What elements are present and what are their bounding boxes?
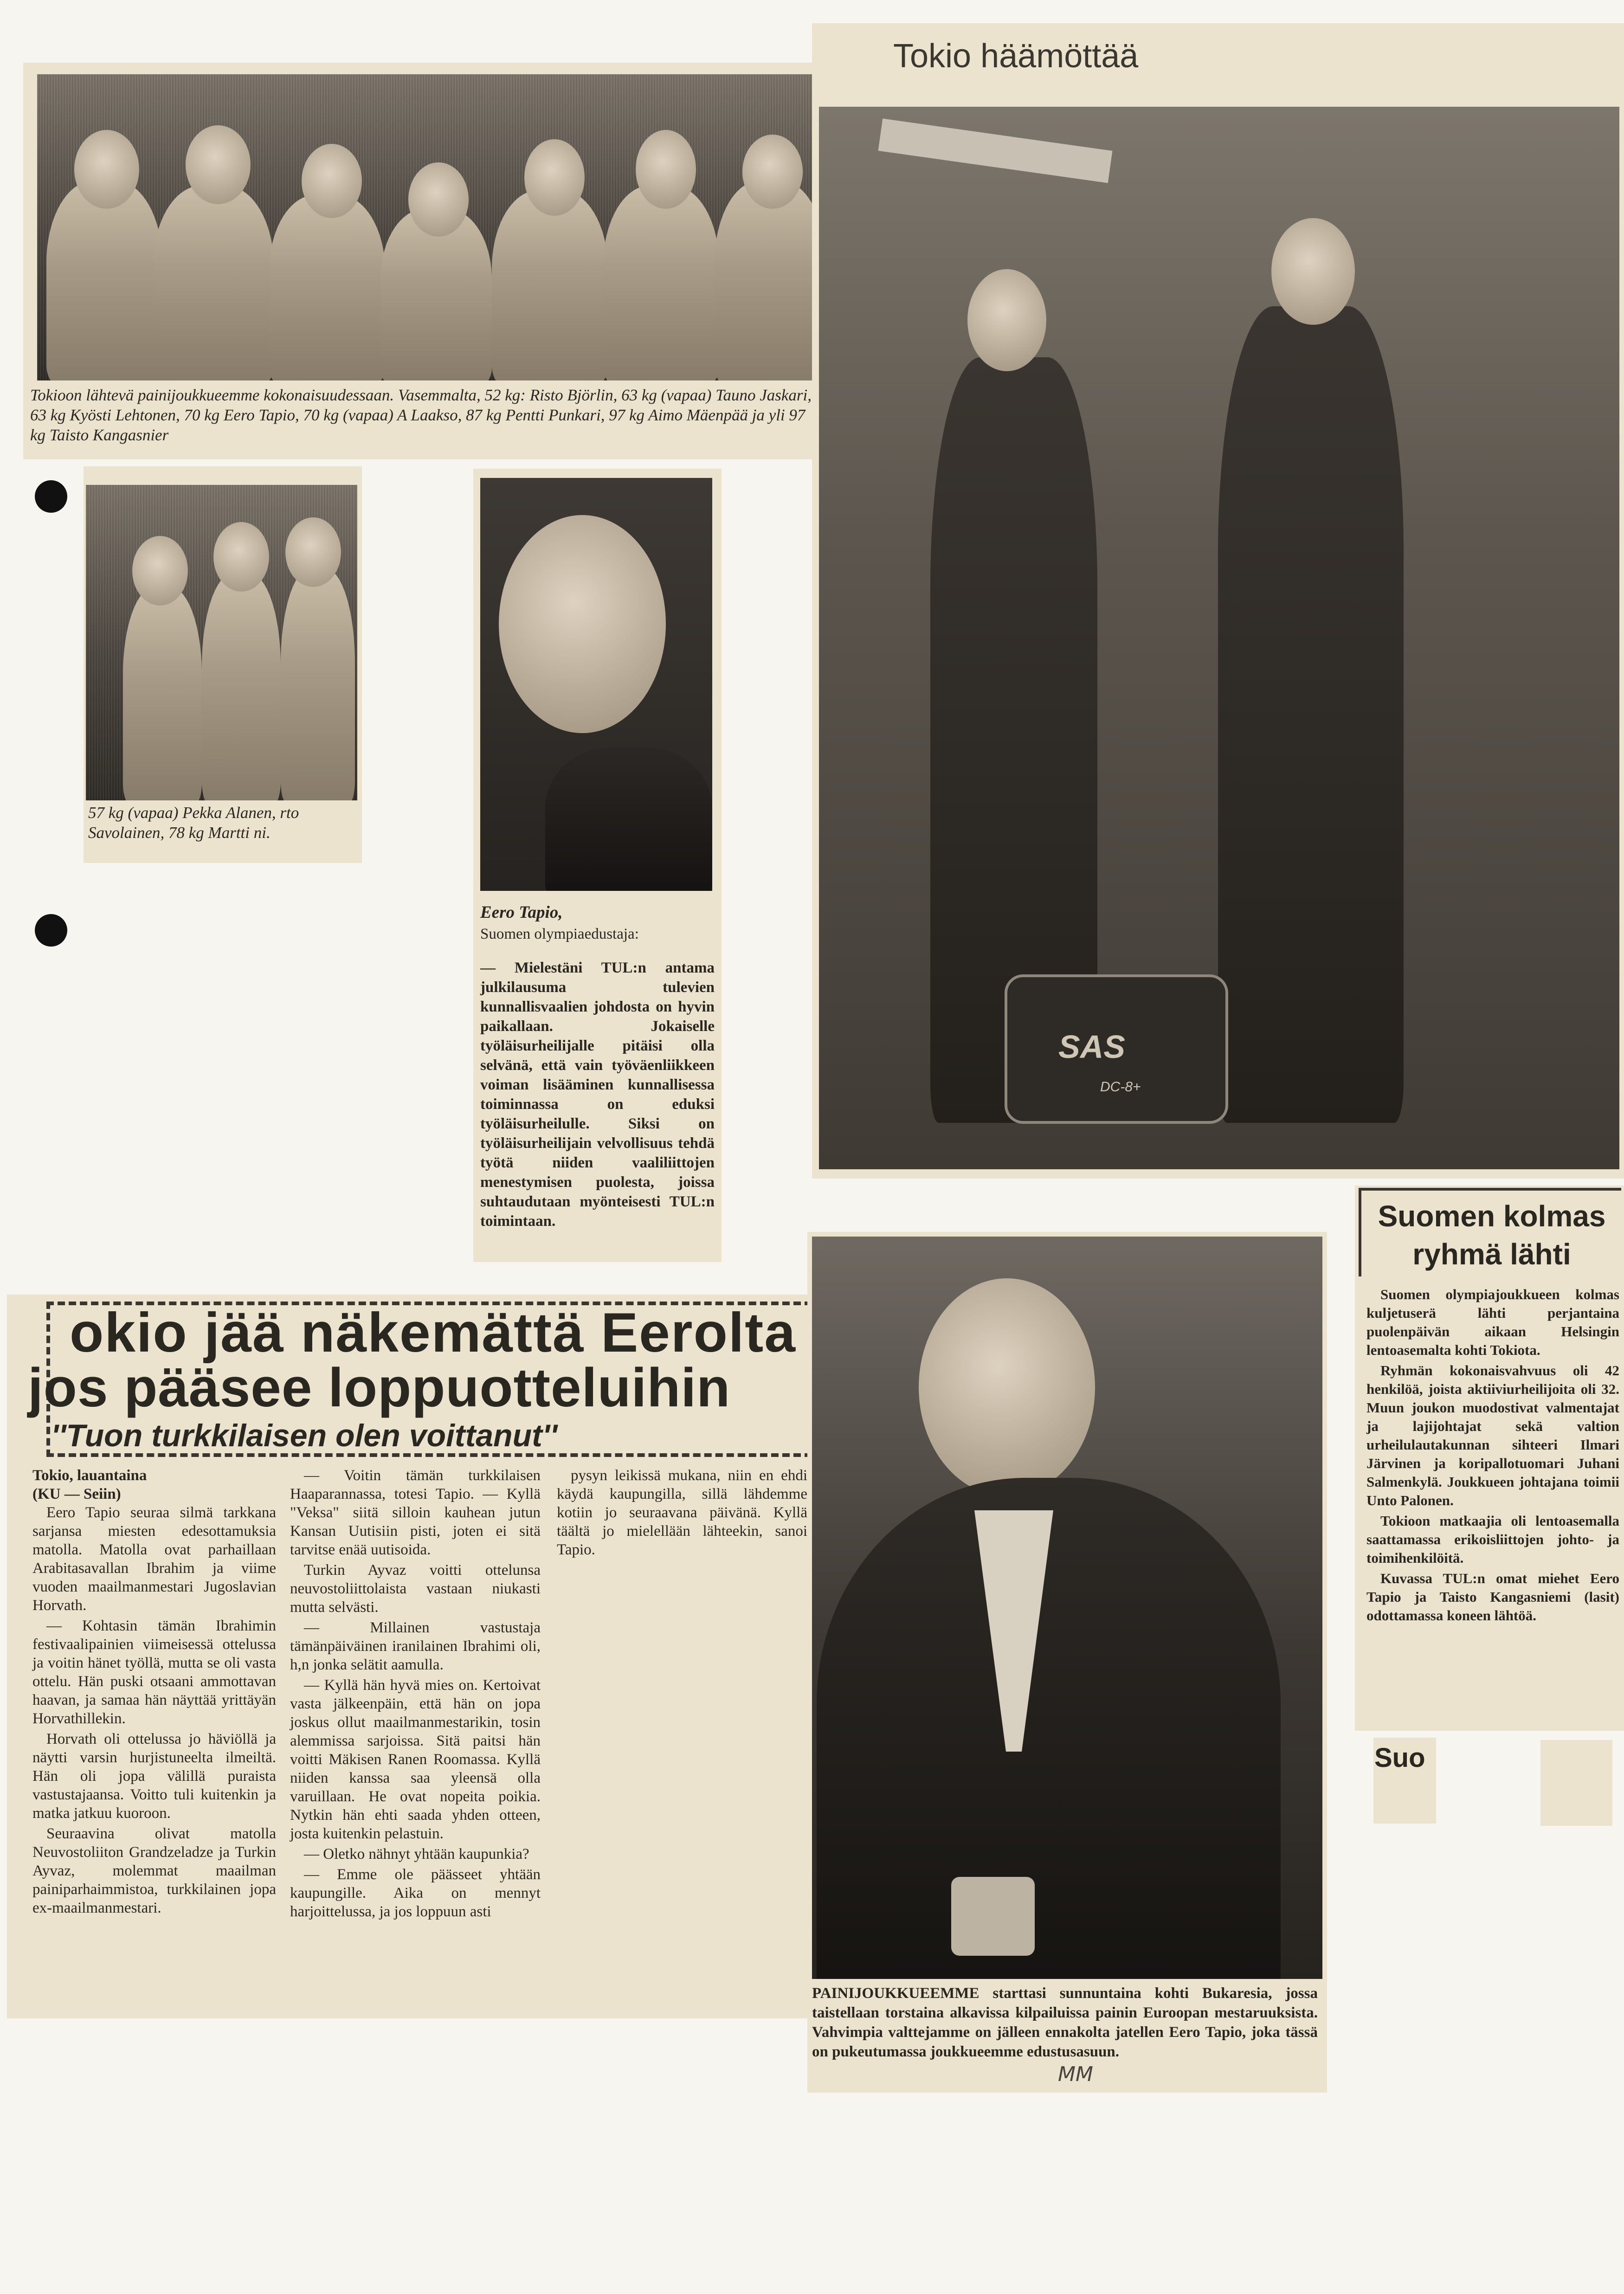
article-para: Horvath oli ottelussa jo häviöllä ja näytti varsin hurjistuneelta ilmeiltä. Hän oli jopa välillä puraista vastustajaansa. Voitto tuli kuitenkin ja matka jatkuu kuoroon. <box>32 1731 276 1822</box>
team-photo-clipping <box>23 63 819 459</box>
subheadline: ''Tuon turkkilaisen olen voittanut'' <box>51 1418 558 1453</box>
third-group-clipping <box>1355 1186 1624 1731</box>
headline-line-1: okio jää näkemättä Eerolta <box>70 1302 796 1364</box>
third-group-para: Ryhmän kokonaisvahvuus oli 42 henkilöä, joista aktiiviurheilijoita oli 32. Muun joukon muodostivat valmentajat ja lajijohtajat sekä valtion urheilulautakunnan sihteeri Ilmari Järvinen ja koripallotuomari Juhani Salmenkylä. Joukkueen johtajana toimii Unto Palonen. <box>1366 1362 1619 1508</box>
wrestler-photo-clipping <box>807 1232 1327 2093</box>
insignia <box>951 1877 1035 1956</box>
man-right <box>1218 306 1404 1123</box>
wrestler-photo-caption: PAINIJOUKKUEEMME starttasi sunnuntaina kohti Bukaresia, jossa taistellaan torstaina alkavissa kilpailuissa painin Euroopan mestaruuksista. Vahvimpia valttejamme on jälleen ennakolta jatellen Eero Tapio, joka tässä on pukeutumassa joukkueemme edustusasuun. <box>812 1985 1318 2060</box>
scrap-fragment-1: Suo <box>1373 1738 1436 1824</box>
third-group-body <box>1366 1285 1619 1627</box>
article-column-3 <box>557 1466 807 1561</box>
third-group-headline: Suomen kolmas ryhmä lähti <box>1378 1199 1606 1271</box>
third-group-para: Tokioon matkaajia oli lentoasemalla saattamassa erikoisliittojen johto- ja toimihenkilöitä. <box>1366 1513 1619 1566</box>
third-group-para: Kuvassa TUL:n omat miehet Eero Tapio ja Taisto Kangasniemi (lasit) odottamassa koneen lähtöä. <box>1366 1570 1619 1624</box>
wrestler-photo <box>812 1237 1322 1979</box>
article-para: — Oletko nähnyt yhtään kaupunkia? <box>304 1846 529 1862</box>
sas-bag: SAS DC-8+ <box>1005 974 1228 1124</box>
punch-hole-middle <box>35 914 67 947</box>
team-photo-continuation <box>86 485 357 800</box>
handwritten-note: MM <box>1058 2062 1093 2086</box>
tapio-quote-text: — Mielestäni TUL:n antama julkilausuma tulevien kunnallisvaalien johdosta on hyvin paikallaan. Jokaiselle työläisurheilijalle pitäisi olla selvänä, että vain työväenliikkeen voiman lisääminen kunnallisessa toiminnassa on eduksi työläisurheilulle. Siksi on työläisurheilijain velvollisuus tehdä työtä niiden vaaliliittojen menestymisen puolesta, joissa suhtaudutaan myönteisesti TUL:n toimintaan. <box>480 960 715 1230</box>
tapio-portrait <box>480 478 712 891</box>
scrap-fragment-2 <box>1540 1740 1612 1826</box>
article-para: — Voitin tämän turkkilaisen Haaparannassa, totesi Tapio. — Kyllä "Veksa" siitä silloin kauhean jutun Kansan Uutisiin pisti, joten ei sitä tarvitse enää uutisoida. <box>290 1467 541 1558</box>
article-para: — Kyllä hän hyvä mies on. Kertoivat vasta jälkeenpäin, että hän on jopa joskus ollut maailmanmestarikin, tosin alemmissa sarjoissa. Sitä paitsi hän voitti Mäkisen Ranen Roomassa. Kyllä niiden kanssa saa yleensä olla varuillaan. He ovat nopeita poikia. Nytkin hän ehti saada yhden otteen, josta kuitenkin pelastuin. <box>290 1677 541 1842</box>
article-para: Seuraavina olivat matolla Neuvostoliiton Grandzeladze ja Turkin Ayvaz, molemmat maailman painiparhaimmistoa, turkkilainen jopa ex-maailmanmestari. <box>32 1825 276 1916</box>
dateline: Tokio, lauantaina <box>32 1467 147 1484</box>
tapio-quote-clipping <box>473 469 722 1262</box>
tokio-photo-title: Tokio häämöttää <box>893 38 1139 75</box>
article-para: Turkin Ayvaz voitti ottelunsa neuvostoliittolaista vastaan niukasti mutta selvästi. <box>290 1562 541 1616</box>
article-para: — Emme ole päässeet yhtään kaupungille. Aika on mennyt harjoittelussa, ja jos loppuun asti <box>290 1866 541 1920</box>
tokio-photo-clipping <box>812 23 1624 1179</box>
team-photo-caption: Tokioon lähtevä painijoukkueemme kokonaisuudessaan. Vasemmalta, 52 kg: Risto Björlin, 63 kg (vapaa) Tauno Jaskari, 63 kg Kyösti Lehtonen, 70 kg Eero Tapio, 70 kg (vapaa) A Laakso, 87 kg Pentti Punkari, 97 kg Aimo Mäenpää ja yli 97 kg Taisto Kangasnier <box>30 386 812 444</box>
tokio-article-clipping <box>7 1295 814 2018</box>
headline-line-2: jos pääsee loppuotteluihin <box>28 1357 731 1418</box>
article-para: pysyn leikissä mukana, niin en ehdi käydä kaupungilla, sillä lähdemme kotiin jo seuraavana päivänä. Kyllä täältä jo mielellään lähteekin, sanoi Tapio. <box>557 1467 807 1558</box>
tapio-role: Suomen olympiaedustaja: <box>480 926 639 942</box>
article-para: — Millainen vastustaja tämänpäiväinen iranilainen Ibrahimi oli, h,n jonka selätit aamulla. <box>290 1619 541 1673</box>
article-column-1 <box>32 1466 276 1919</box>
tapio-name: Eero Tapio, <box>480 903 563 922</box>
punch-hole-top <box>35 480 67 513</box>
tokio-photo <box>819 107 1619 1169</box>
third-group-para: Suomen olympiajoukkueen kolmas kuljetuserä lähti perjantaina puolenpäivän aikaan Helsingin lentoasemalta kohti Tokiota. <box>1366 1286 1619 1358</box>
team-photo-continuation-caption: 57 kg (vapaa) Pekka Alanen, rto Savolainen, 78 kg Martti ni. <box>88 804 299 842</box>
article-para: — Kohtasin tämän Ibrahimin festivaalipainien viimeisessä ottelussa ja voitin hänet työllä, mutta se oli vasta ottelu. Hän puski otsaani ammottavan haavan, ja samaa hän näyttää yrittäyän Horvathillekin. <box>32 1617 276 1727</box>
team-photo <box>37 74 817 380</box>
article-column-2 <box>290 1466 541 1923</box>
team-photo-continuation-clipping <box>84 466 362 863</box>
article-para: Eero Tapio seuraa silmä tarkkana sarjansa miesten edesottamuksia matolla. Matolla ovat parhaillaan Arabitasavallan Ibrahim ja viime vuoden maailmanmestari Jugoslavian Horvath. <box>32 1504 276 1614</box>
source: (KU — Seiin) <box>32 1486 121 1502</box>
